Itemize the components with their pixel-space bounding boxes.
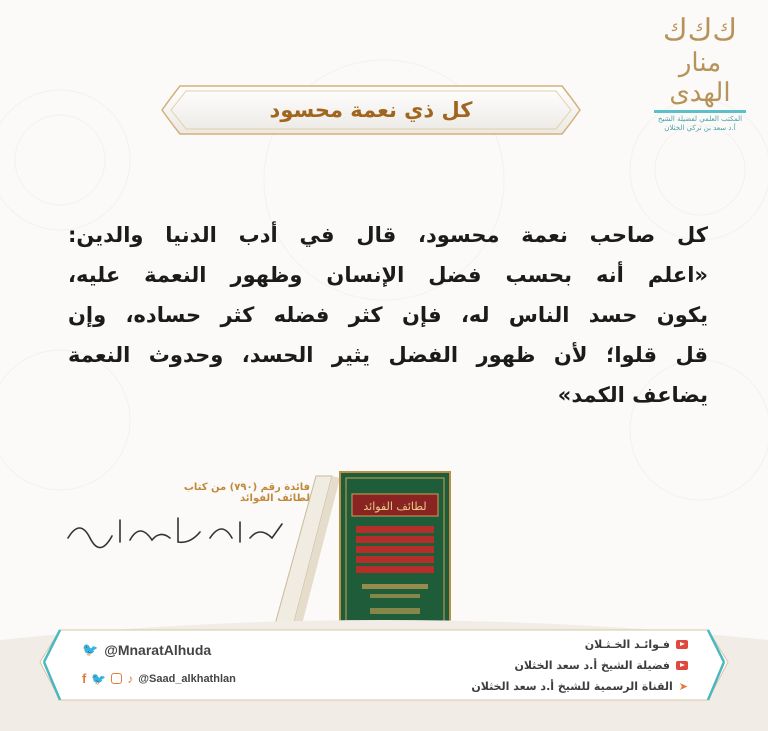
quote-line: يكون حسد الناس له، فإن كثر فضله كثر حساده، وإن (68, 303, 708, 327)
facebook-icon: f (82, 671, 87, 686)
instagram-icon (111, 673, 122, 684)
youtube-icon (676, 661, 688, 670)
logo-subtitle-1: المكتب العلمي لفضيلة الشيخ (657, 115, 743, 123)
quote-body (68, 215, 708, 415)
channel-row[interactable] (585, 638, 688, 651)
quote-line: قل قلوا؛ لأن ظهور الفضل يثير الحسد، وحدوث النعمة (68, 343, 708, 367)
signature (60, 508, 290, 554)
channel-label: فـوائـد الخـثـلان (584, 638, 670, 651)
logo-mark: ﻙﻙﻙ (662, 13, 738, 48)
social-handle: @Saad_alkhathlan (138, 672, 236, 685)
tiktok-icon: ♪ (127, 671, 134, 686)
twitter-account[interactable] (82, 642, 211, 658)
channel-row[interactable] (471, 680, 688, 693)
logo-divider (654, 110, 746, 113)
quote-line: «اعلم أنه بحسب فضل الإنسان وظهور النعمة عليه، (68, 263, 708, 287)
channel-label: فضيلة الشيخ أ.د سعد الخثلان (514, 659, 670, 672)
logo-subtitle-2: أ.د سعد بن تركي الخثلان (664, 124, 736, 132)
logo (646, 14, 754, 133)
channel-row[interactable] (514, 659, 688, 672)
twitter-icon: 🐦 (82, 642, 99, 657)
twitter-icon: 🐦 (91, 671, 107, 686)
book-title: لطائف الفوائد (363, 500, 427, 513)
benefit-caption: فائدة رقم (٧٩٠) من كتاب لطائف الفوائد (183, 482, 310, 504)
social-accounts[interactable] (82, 671, 236, 686)
quote-line: يضاعف الكمد» (557, 383, 708, 407)
quote-line: كل صاحب نعمة محسود، قال في أدب الدنيا والدين: (68, 223, 708, 247)
page-title: كل ذي نعمة محسود (269, 98, 473, 122)
channel-label: القناة الرسمية للشيخ أ.د سعد الخثلان (471, 680, 673, 693)
twitter-handle: @MnaratAlhuda (104, 642, 212, 658)
logo-title: منار الهدى (669, 48, 731, 108)
youtube-icon (676, 640, 688, 649)
telegram-icon: ➤ (678, 680, 688, 693)
